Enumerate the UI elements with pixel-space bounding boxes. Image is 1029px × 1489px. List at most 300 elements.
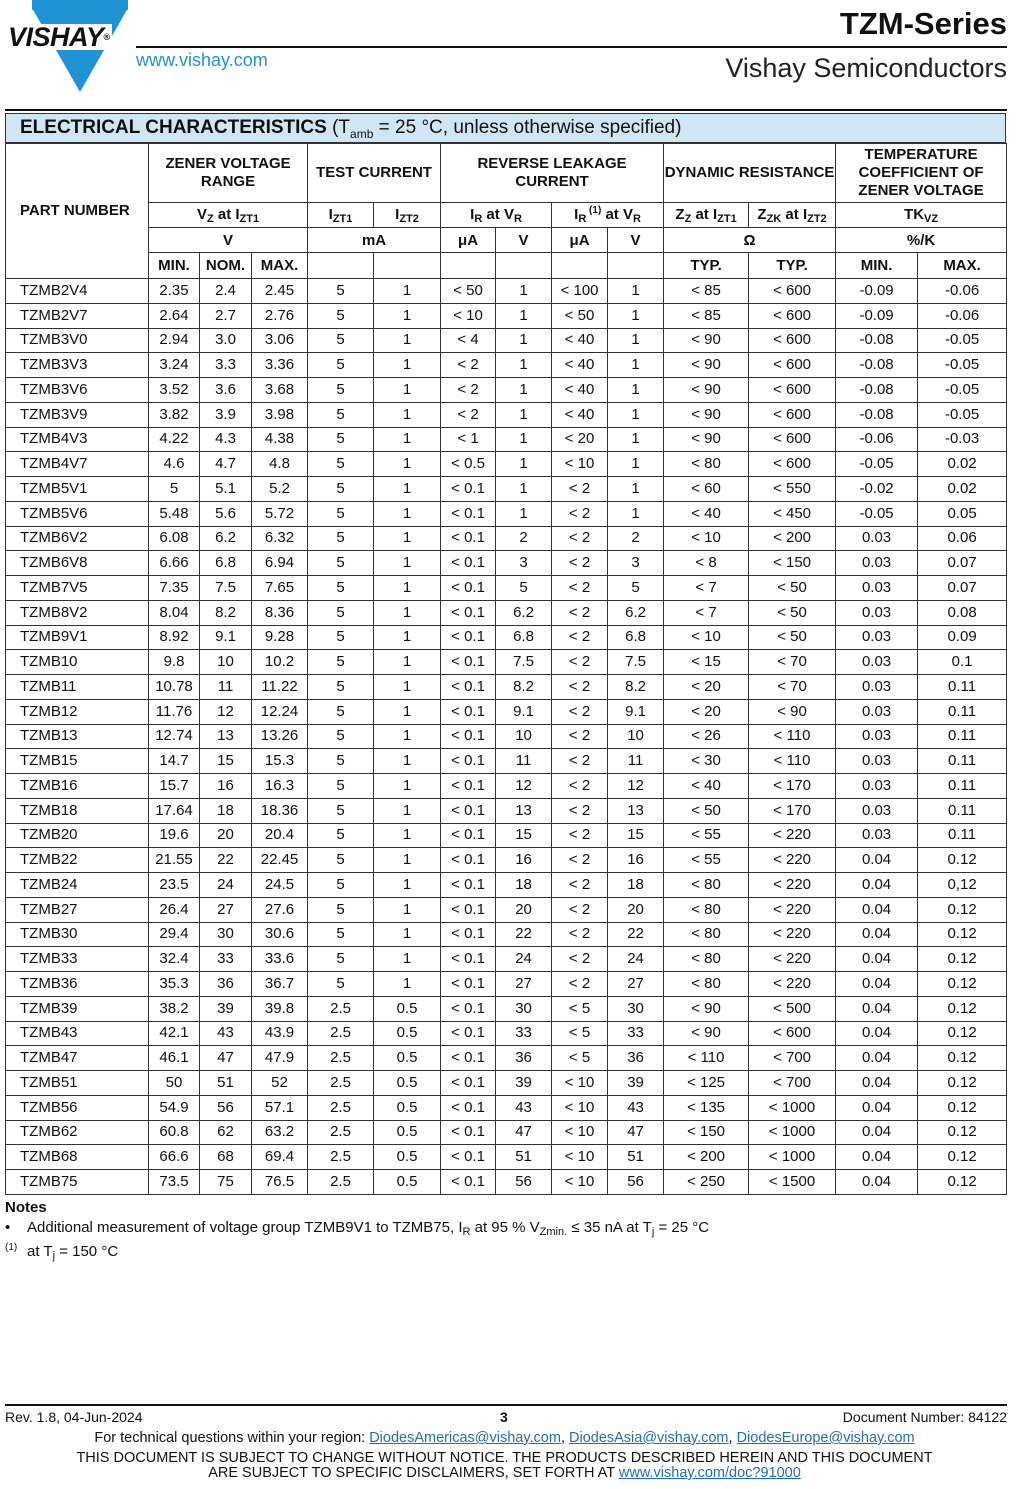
param-zz: $Z_Z$ at $I_{ZT1}$	[664, 203, 749, 228]
subhead-typ-zz: TYP.	[664, 253, 749, 279]
value-cell: 1	[374, 402, 441, 427]
value-cell: 3.6	[200, 378, 252, 403]
value-cell: < 220	[749, 873, 836, 898]
value-cell: < 50	[749, 576, 836, 601]
value-cell: 1	[608, 378, 664, 403]
value-cell: < 90	[664, 402, 749, 427]
electrical-characteristics-table	[5, 143, 1007, 1195]
value-cell: 0.04	[836, 1071, 918, 1096]
value-cell: < 2	[552, 873, 608, 898]
value-cell: < 250	[664, 1170, 749, 1195]
value-cell: 3	[496, 551, 552, 576]
table-body	[6, 279, 1007, 1195]
value-cell: 5	[308, 947, 374, 972]
value-cell: -0.06	[918, 303, 1007, 328]
value-cell: 22.45	[252, 848, 308, 873]
value-cell: 6.08	[149, 526, 200, 551]
table-caption-title: ELECTRICAL CHARACTERISTICS	[20, 117, 327, 138]
table-row	[6, 922, 1007, 947]
value-cell: 20.4	[252, 823, 308, 848]
table-row	[6, 1170, 1007, 1195]
value-cell: 1	[496, 501, 552, 526]
value-cell: < 0.1	[441, 873, 496, 898]
value-cell: 9.8	[149, 650, 200, 675]
value-cell: 0.04	[836, 1145, 918, 1170]
value-cell: < 2	[552, 699, 608, 724]
value-cell: 15	[496, 823, 552, 848]
value-cell: 0.04	[836, 897, 918, 922]
value-cell: < 0.1	[441, 1120, 496, 1145]
value-cell: 5	[308, 897, 374, 922]
value-cell: < 170	[749, 798, 836, 823]
subhead-empty	[608, 253, 664, 279]
value-cell: < 80	[664, 452, 749, 477]
series-title: TZM-Series	[839, 6, 1007, 41]
value-cell: 16	[496, 848, 552, 873]
value-cell: < 40	[552, 353, 608, 378]
value-cell: < 10	[664, 526, 749, 551]
value-cell: < 125	[664, 1071, 749, 1096]
part-number-cell: TZMB6V8	[6, 551, 149, 576]
disclaimer-link[interactable]: www.vishay.com/doc?91000	[618, 1465, 801, 1481]
value-cell: < 50	[552, 303, 608, 328]
value-cell: 2.5	[308, 1021, 374, 1046]
value-cell: < 70	[749, 650, 836, 675]
value-cell: < 0.1	[441, 922, 496, 947]
table-row	[6, 1095, 1007, 1120]
value-cell: 36.7	[252, 972, 308, 997]
value-cell: 5	[308, 848, 374, 873]
value-cell: 4.6	[149, 452, 200, 477]
value-cell: 5	[308, 303, 374, 328]
value-cell: < 0.1	[441, 996, 496, 1021]
value-cell: 9.1	[608, 699, 664, 724]
value-cell: 6.32	[252, 526, 308, 551]
value-cell: 0.03	[836, 774, 918, 799]
value-cell: < 220	[749, 897, 836, 922]
value-cell: 12	[200, 699, 252, 724]
value-cell: < 0.1	[441, 749, 496, 774]
value-cell: 0.07	[918, 551, 1007, 576]
unit-ir2: μA	[552, 228, 608, 253]
value-cell: < 150	[749, 551, 836, 576]
table-row	[6, 328, 1007, 353]
value-cell: 8.2	[496, 675, 552, 700]
value-cell: 56	[200, 1095, 252, 1120]
value-cell: 0.11	[918, 774, 1007, 799]
table-row	[6, 378, 1007, 403]
value-cell: 47	[200, 1046, 252, 1071]
value-cell: 33	[608, 1021, 664, 1046]
email-link-americas[interactable]: DiodesAmericas@vishay.com	[369, 1430, 561, 1446]
value-cell: 2.94	[149, 328, 200, 353]
value-cell: 1	[374, 947, 441, 972]
value-cell: 1	[496, 452, 552, 477]
value-cell: < 50	[441, 279, 496, 304]
value-cell: 5	[496, 576, 552, 601]
value-cell: < 600	[749, 402, 836, 427]
value-cell: < 80	[664, 897, 749, 922]
table-row	[6, 477, 1007, 502]
value-cell: < 50	[664, 798, 749, 823]
value-cell: < 1000	[749, 1120, 836, 1145]
value-cell: 36	[496, 1046, 552, 1071]
value-cell: 4.7	[200, 452, 252, 477]
value-cell: 6.8	[496, 625, 552, 650]
value-cell: 5.72	[252, 501, 308, 526]
value-cell: 10	[200, 650, 252, 675]
value-cell: 0.08	[918, 600, 1007, 625]
subhead-tk-min: MIN.	[836, 253, 918, 279]
value-cell: 1	[374, 798, 441, 823]
value-cell: 0.04	[836, 1170, 918, 1195]
param-zzk: $Z_{ZK}$ at $I_{ZT2}$	[749, 203, 836, 228]
value-cell: 1	[496, 303, 552, 328]
value-cell: 0.03	[836, 675, 918, 700]
value-cell: < 90	[749, 699, 836, 724]
value-cell: 43	[496, 1095, 552, 1120]
value-cell: < 20	[664, 699, 749, 724]
value-cell: < 26	[664, 724, 749, 749]
unit-tk: %/K	[836, 228, 1007, 253]
value-cell: 1	[374, 303, 441, 328]
email-link-europe[interactable]: DiodesEurope@vishay.com	[736, 1430, 915, 1446]
subhead-typ-zzk: TYP.	[749, 253, 836, 279]
page-number: 3	[500, 1409, 508, 1425]
value-cell: < 0.5	[441, 452, 496, 477]
header-url-link[interactable]: www.vishay.com	[136, 50, 268, 70]
value-cell: 30.6	[252, 922, 308, 947]
value-cell: 1	[374, 600, 441, 625]
part-number-cell: TZMB3V0	[6, 328, 149, 353]
value-cell: 13	[608, 798, 664, 823]
value-cell: < 2	[441, 402, 496, 427]
table-row	[6, 947, 1007, 972]
part-number-cell: TZMB5V1	[6, 477, 149, 502]
value-cell: 5	[308, 576, 374, 601]
part-number-cell: TZMB33	[6, 947, 149, 972]
value-cell: 6.66	[149, 551, 200, 576]
value-cell: < 85	[664, 303, 749, 328]
email-link-asia[interactable]: DiodesAsia@vishay.com	[569, 1430, 729, 1446]
unit-resistance: Ω	[664, 228, 836, 253]
value-cell: 47.9	[252, 1046, 308, 1071]
logo-wordmark: VISHAY®	[8, 22, 110, 52]
value-cell: 0.03	[836, 600, 918, 625]
value-cell: 5	[308, 922, 374, 947]
value-cell: 2.5	[308, 1120, 374, 1145]
value-cell: 2.35	[149, 279, 200, 304]
value-cell: < 0.1	[441, 897, 496, 922]
part-number-cell: TZMB30	[6, 922, 149, 947]
value-cell: 6.8	[608, 625, 664, 650]
value-cell: 11	[496, 749, 552, 774]
header-divider	[136, 46, 1007, 48]
value-cell: 0.04	[836, 848, 918, 873]
value-cell: < 80	[664, 972, 749, 997]
value-cell: 3.98	[252, 402, 308, 427]
value-cell: 3.0	[200, 328, 252, 353]
value-cell: < 600	[749, 378, 836, 403]
value-cell: 42.1	[149, 1021, 200, 1046]
value-cell: < 1	[441, 427, 496, 452]
value-cell: < 0.1	[441, 724, 496, 749]
value-cell: 66.6	[149, 1145, 200, 1170]
value-cell: 43	[200, 1021, 252, 1046]
value-cell: 10	[496, 724, 552, 749]
value-cell: 57.1	[252, 1095, 308, 1120]
value-cell: 1	[496, 477, 552, 502]
table-row	[6, 699, 1007, 724]
part-number-cell: TZMB24	[6, 873, 149, 898]
value-cell: 4.22	[149, 427, 200, 452]
table-row	[6, 749, 1007, 774]
value-cell: 2.5	[308, 1071, 374, 1096]
value-cell: 14.7	[149, 749, 200, 774]
part-number-cell: TZMB27	[6, 897, 149, 922]
value-cell: 2.5	[308, 1095, 374, 1120]
value-cell: 15	[608, 823, 664, 848]
part-number-cell: TZMB12	[6, 699, 149, 724]
value-cell: < 10	[552, 1120, 608, 1145]
value-cell: < 1000	[749, 1145, 836, 1170]
value-cell: < 170	[749, 774, 836, 799]
value-cell: < 40	[552, 328, 608, 353]
value-cell: 5	[308, 402, 374, 427]
value-cell: < 0.1	[441, 576, 496, 601]
value-cell: 52	[252, 1071, 308, 1096]
value-cell: 7.5	[608, 650, 664, 675]
value-cell: 5	[308, 774, 374, 799]
value-cell: 12	[608, 774, 664, 799]
value-cell: < 1500	[749, 1170, 836, 1195]
part-number-cell: TZMB22	[6, 848, 149, 873]
value-cell: 0.04	[836, 947, 918, 972]
table-row	[6, 551, 1007, 576]
value-cell: 8.36	[252, 600, 308, 625]
value-cell: < 30	[664, 749, 749, 774]
value-cell: 3	[608, 551, 664, 576]
value-cell: 0.5	[374, 1145, 441, 1170]
value-cell: -0.02	[836, 477, 918, 502]
value-cell: < 2	[552, 724, 608, 749]
value-cell: 0.11	[918, 675, 1007, 700]
table-row	[6, 848, 1007, 873]
value-cell: 1	[608, 328, 664, 353]
value-cell: 0.11	[918, 699, 1007, 724]
value-cell: < 0.1	[441, 1071, 496, 1096]
value-cell: 56	[496, 1170, 552, 1195]
value-cell: 9.28	[252, 625, 308, 650]
value-cell: 1	[374, 873, 441, 898]
value-cell: < 0.1	[441, 600, 496, 625]
value-cell: 1	[374, 378, 441, 403]
value-cell: 8.2	[608, 675, 664, 700]
part-number-cell: TZMB8V2	[6, 600, 149, 625]
value-cell: < 600	[749, 279, 836, 304]
value-cell: < 500	[749, 996, 836, 1021]
value-cell: 0.03	[836, 699, 918, 724]
value-cell: 5	[308, 477, 374, 502]
value-cell: 51	[200, 1071, 252, 1096]
value-cell: 1	[374, 279, 441, 304]
value-cell: < 0.1	[441, 1046, 496, 1071]
part-number-cell: TZMB3V9	[6, 402, 149, 427]
value-cell: 15.3	[252, 749, 308, 774]
value-cell: 1	[374, 328, 441, 353]
value-cell: -0.08	[836, 353, 918, 378]
value-cell: 2.76	[252, 303, 308, 328]
value-cell: < 2	[552, 972, 608, 997]
table-row	[6, 1021, 1007, 1046]
value-cell: < 0.1	[441, 1095, 496, 1120]
table-row	[6, 996, 1007, 1021]
value-cell: < 0.1	[441, 699, 496, 724]
value-cell: 22	[496, 922, 552, 947]
subhead-empty	[496, 253, 552, 279]
value-cell: 4.38	[252, 427, 308, 452]
value-cell: < 100	[552, 279, 608, 304]
value-cell: 0.02	[918, 452, 1007, 477]
value-cell: 73.5	[149, 1170, 200, 1195]
value-cell: 1	[374, 650, 441, 675]
table-row	[6, 600, 1007, 625]
value-cell: 43.9	[252, 1021, 308, 1046]
table-row	[6, 452, 1007, 477]
part-number-cell: TZMB47	[6, 1046, 149, 1071]
value-cell: < 0.1	[441, 947, 496, 972]
value-cell: 0.04	[836, 972, 918, 997]
value-cell: < 2	[552, 501, 608, 526]
value-cell: 16	[200, 774, 252, 799]
value-cell: < 0.1	[441, 675, 496, 700]
value-cell: < 220	[749, 972, 836, 997]
value-cell: 27	[496, 972, 552, 997]
value-cell: 5	[149, 477, 200, 502]
part-number-cell: TZMB51	[6, 1071, 149, 1096]
param-ir-hot-at-vr: $I_R$ $^{(1)}$ at $V_R$	[552, 203, 664, 228]
value-cell: < 8	[664, 551, 749, 576]
header-reverse-leakage: REVERSE LEAKAGE CURRENT	[441, 144, 664, 203]
value-cell: 39	[496, 1071, 552, 1096]
value-cell: 12	[496, 774, 552, 799]
value-cell: 0.12	[918, 996, 1007, 1021]
value-cell: 18	[608, 873, 664, 898]
value-cell: 36	[200, 972, 252, 997]
value-cell: 5	[308, 625, 374, 650]
table-row	[6, 798, 1007, 823]
part-number-cell: TZMB11	[6, 675, 149, 700]
disclaimer	[0, 1451, 1009, 1481]
value-cell: 0.5	[374, 1120, 441, 1145]
value-cell: 1	[374, 922, 441, 947]
value-cell: -0.08	[836, 378, 918, 403]
value-cell: < 110	[664, 1046, 749, 1071]
part-number-cell: TZMB7V5	[6, 576, 149, 601]
value-cell: 2.5	[308, 1046, 374, 1071]
value-cell: 16	[608, 848, 664, 873]
value-cell: < 55	[664, 848, 749, 873]
value-cell: -0.05	[918, 328, 1007, 353]
value-cell: < 0.1	[441, 1170, 496, 1195]
value-cell: 75	[200, 1170, 252, 1195]
value-cell: < 50	[749, 600, 836, 625]
value-cell: 0.04	[836, 922, 918, 947]
part-number-cell: TZMB2V7	[6, 303, 149, 328]
value-cell: -0.09	[836, 279, 918, 304]
value-cell: 3.24	[149, 353, 200, 378]
value-cell: < 0.1	[441, 526, 496, 551]
value-cell: 23.5	[149, 873, 200, 898]
value-cell: 2	[496, 526, 552, 551]
value-cell: 2.5	[308, 996, 374, 1021]
table-caption	[5, 113, 1006, 143]
value-cell: 5	[308, 427, 374, 452]
vishay-logo	[6, 0, 124, 95]
unit-vr1: V	[496, 228, 552, 253]
value-cell: < 2	[552, 576, 608, 601]
value-cell: 20	[608, 897, 664, 922]
note-bullet-item: • Additional measurement of voltage group TZMB9V1 to TZMB75, $I_R$ at 95 % $V_{Zmin.} \le 35$ nA at $T_j = 25$ °C	[5, 1219, 710, 1238]
value-cell: 1	[374, 526, 441, 551]
value-cell: 0.03	[836, 749, 918, 774]
subhead-min: MIN.	[149, 253, 200, 279]
value-cell: 50	[149, 1071, 200, 1096]
value-cell: < 5	[552, 1046, 608, 1071]
value-cell: 56	[608, 1170, 664, 1195]
value-cell: 1	[374, 699, 441, 724]
value-cell: 2	[608, 526, 664, 551]
header-divider-lower	[5, 109, 1007, 111]
value-cell: 13	[200, 724, 252, 749]
value-cell: 5	[308, 501, 374, 526]
param-izt2: $I_{ZT2}$	[374, 203, 441, 228]
value-cell: 1	[496, 378, 552, 403]
value-cell: < 2	[552, 848, 608, 873]
value-cell: 0.11	[918, 749, 1007, 774]
value-cell: 0.11	[918, 823, 1007, 848]
value-cell: < 40	[664, 501, 749, 526]
value-cell: -0.05	[918, 402, 1007, 427]
value-cell: < 0.1	[441, 798, 496, 823]
value-cell: < 10	[552, 1145, 608, 1170]
value-cell: < 40	[552, 378, 608, 403]
value-cell: < 600	[749, 452, 836, 477]
value-cell: < 55	[664, 823, 749, 848]
value-cell: 4.8	[252, 452, 308, 477]
value-cell: 43	[608, 1095, 664, 1120]
value-cell: < 10	[441, 303, 496, 328]
value-cell: 3.9	[200, 402, 252, 427]
value-cell: 1	[496, 353, 552, 378]
header-zener-voltage: ZENER VOLTAGE RANGE	[149, 144, 308, 203]
value-cell: < 0.1	[441, 1145, 496, 1170]
table-row	[6, 873, 1007, 898]
value-cell: < 40	[552, 402, 608, 427]
value-cell: 1	[374, 848, 441, 873]
table-row	[6, 303, 1007, 328]
value-cell: 76.5	[252, 1170, 308, 1195]
table-row	[6, 427, 1007, 452]
value-cell: 5	[308, 551, 374, 576]
value-cell: 24	[200, 873, 252, 898]
value-cell: 46.1	[149, 1046, 200, 1071]
value-cell: 1	[374, 749, 441, 774]
value-cell: < 2	[552, 600, 608, 625]
value-cell: 39.8	[252, 996, 308, 1021]
header-test-current: TEST CURRENT	[308, 144, 441, 203]
part-number-cell: TZMB68	[6, 1145, 149, 1170]
